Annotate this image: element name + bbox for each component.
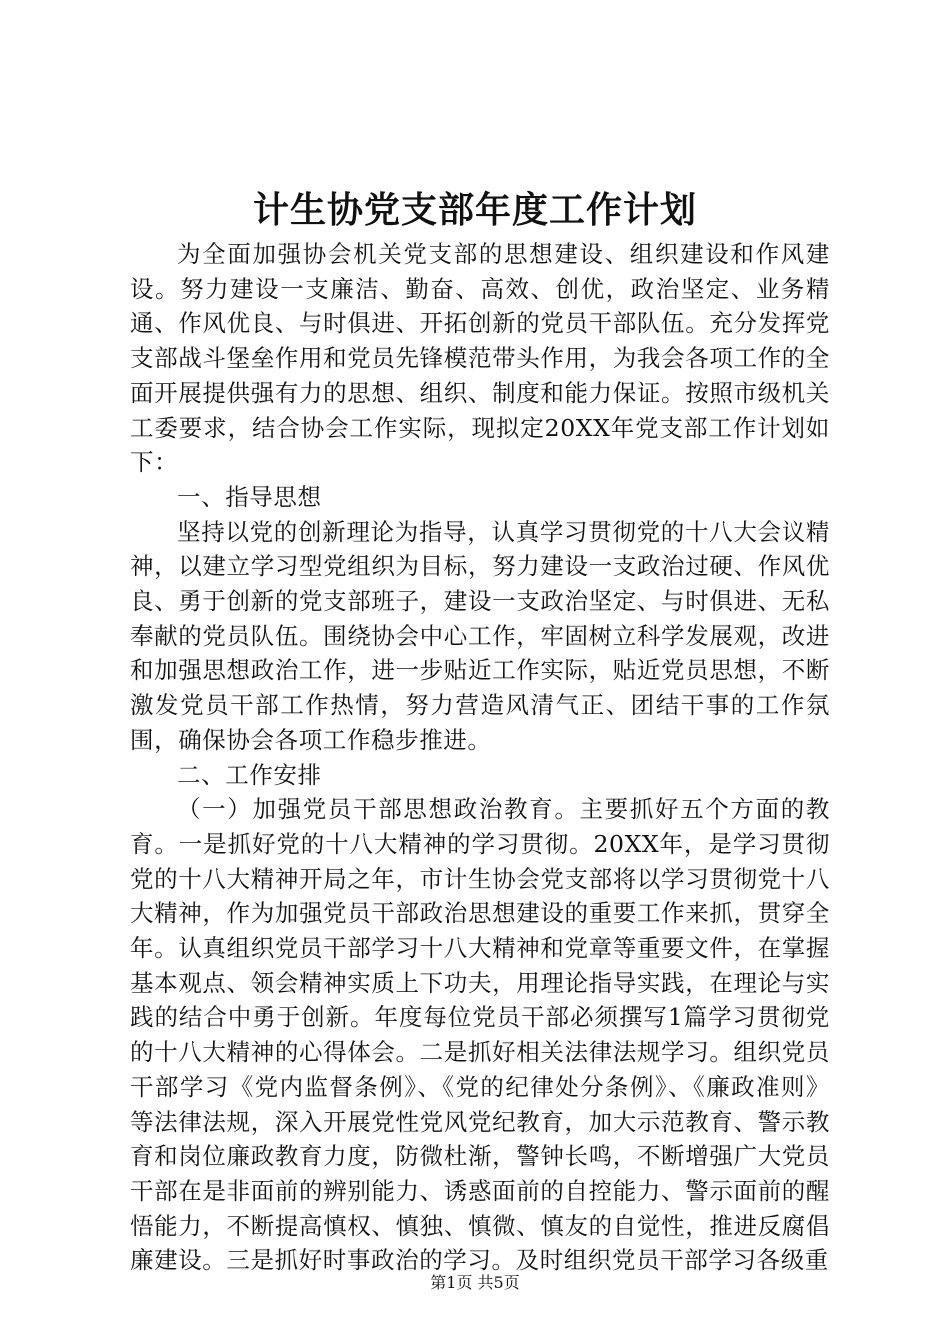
section-heading-guiding-ideology: 一、指导思想 <box>177 482 322 511</box>
section-heading-work-arrangement: 二、工作安排 <box>177 760 322 789</box>
document-body <box>130 237 830 1278</box>
work-arrangement-paragraph: （一）加强党员干部思想政治教育。主要抓好五个方面的教育。一是抓好党的十八大精神的学习贯彻。20XX年，是学习贯彻党的十八大精神开局之年，市计生协会党支部将以学习贯彻党十八大精神，作为加强党员干部政治思想建设的重要工作来抓，贯穿全年。认真组织党员干部学习十八大精神和党章等重要文件，在掌握基本观点、领会精神实质上下功夫，用理论指导实践，在理论与实践的结合中勇于创新。年度每位党员干部必须撰写1篇学习贯彻党的十八大精神的心得体会。二是抓好相关法律法规学习。组织党员干部学习《党内监督条例》、《党的纪律处分条例》、《廉政准则》等法律法规，深入开展党性党风党纪教育，加大示范教育、警示教育和岗位廉政教育力度，防微杜渐，警钟长鸣，不断增强广大党员干部在是非面前的辨别能力、诱惑面前的自控能力、警示面前的醒悟能力，不断提高慎权、慎独、慎微、慎友的自觉性，推进反腐倡廉建设。三是抓好时事政治的学习。及时组织党员干部学习各级重 <box>130 795 830 1275</box>
page-number-footer: 第1页 共5页 <box>430 1273 520 1292</box>
guiding-ideology-paragraph: 坚持以党的创新理论为指导，认真学习贯彻党的十八大会议精神，以建立学习型党组织为目标，努力建设一支政治过硬、作风优良、勇于创新的党支部班子，建设一支政治坚定、与时俱进、无私奉献的党员队伍。围绕协会中心工作，牢固树立科学发展观，改进和加强思想政治工作，进一步贴近工作实际，贴近党员思想，不断激发党员干部工作热情，努力营造风清气正、团结干事的工作氛围，确保协会各项工作稳步推进。 <box>130 517 830 754</box>
document-title: 计生协党支部年度工作计划 <box>252 189 697 231</box>
intro-paragraph: 为全面加强协会机关党支部的思想建设、组织建设和作风建设。努力建设一支廉洁、勤奋、高效、创优，政治坚定、业务精通、作风优良、与时俱进、开拓创新的党员干部队伍。充分发挥党支部战斗堡垒作用和党员先锋模范带头作用，为我会各项工作的全面开展提供强有力的思想、组织、制度和能力保证。按照市级机关工委要求，结合协会工作实际，现拟定20XX年党支部工作计划如下： <box>130 240 830 477</box>
